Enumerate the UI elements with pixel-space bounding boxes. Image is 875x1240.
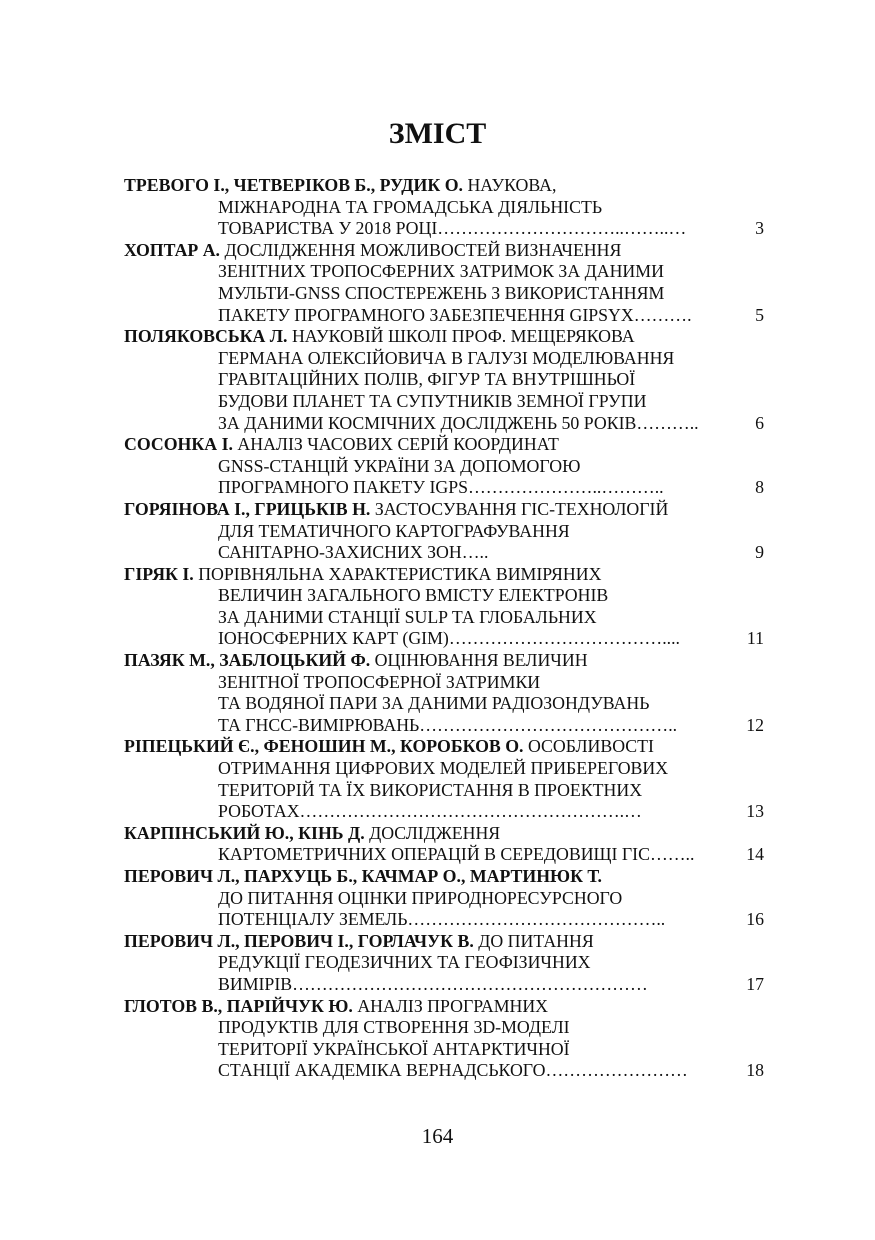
toc-entry-title-line: ДЛЯ ТЕМАТИЧНОГО КАРТОГРАФУВАННЯ bbox=[218, 520, 570, 541]
toc-entry-title-end: ТА ГНСС-ВИМІРЮВАНЬ bbox=[218, 714, 420, 735]
table-of-contents bbox=[124, 175, 764, 1082]
toc-entry-authors: ПЕРОВИЧ Л., ПЕРОВИЧ І., ГОРЛАЧУК В. bbox=[124, 930, 474, 951]
toc-entry-page-number: 6 bbox=[755, 412, 764, 433]
toc-entry bbox=[124, 240, 764, 326]
toc-entry-title-line: GNSS-СТАНЦІЙ УКРАЇНИ ЗА ДОПОМОГОЮ bbox=[218, 455, 581, 476]
toc-entry-title-line: ЗЕНІТНОЇ ТРОПОСФЕРНОЇ ЗАТРИМКИ bbox=[218, 671, 541, 692]
dot-leader: ……………………………….... bbox=[448, 628, 680, 649]
toc-entry-first-line bbox=[124, 650, 764, 672]
toc-entry bbox=[124, 866, 764, 931]
toc-entry-last-line bbox=[124, 909, 764, 931]
toc-entry-page-number: 17 bbox=[746, 973, 764, 994]
toc-entry-authors: СОСОНКА І. bbox=[124, 434, 233, 455]
toc-entry bbox=[124, 499, 764, 564]
toc-entry-title-line: ПРОДУКТІВ ДЛЯ СТВОРЕННЯ 3D-МОДЕЛІ bbox=[218, 1017, 570, 1038]
toc-entry bbox=[124, 823, 764, 866]
toc-entry-last-line bbox=[124, 305, 764, 327]
toc-entry-page-number: 18 bbox=[746, 1060, 764, 1081]
toc-entry-title: АНАЛІЗ ЧАСОВИХ СЕРІЙ КООРДИНАТ bbox=[237, 434, 559, 455]
toc-entry-last-line bbox=[124, 844, 764, 866]
toc-entry-title: ДО ПИТАННЯ bbox=[478, 930, 594, 951]
toc-entry-title-line: ЗА ДАНИМИ СТАНЦІЇ SULP ТА ГЛОБАЛЬНИХ bbox=[218, 606, 597, 627]
toc-entry-first-line bbox=[124, 434, 764, 456]
toc-entry-title-end: САНІТАРНО-ЗАХИСНИХ ЗОН bbox=[218, 542, 462, 563]
dot-leader: …………………..……….. bbox=[467, 477, 664, 498]
toc-entry bbox=[124, 996, 764, 1082]
toc-entry-title: НАУКОВІЙ ШКОЛІ ПРОФ. МЕЩЕРЯКОВА bbox=[291, 326, 635, 347]
toc-entry-authors: ХОПТАР А. bbox=[124, 239, 221, 260]
toc-entry-first-line bbox=[124, 326, 764, 348]
dot-leader: ……….. bbox=[636, 412, 699, 433]
toc-entry-title: ОСОБЛИВОСТІ bbox=[527, 736, 654, 757]
toc-entry-authors: ПАЗЯК М., ЗАБЛОЦЬКИЙ Ф. bbox=[124, 650, 371, 671]
toc-entry-page-number: 3 bbox=[755, 218, 764, 239]
toc-entry-page-number: 9 bbox=[755, 542, 764, 563]
dot-leader: …………………… bbox=[545, 1060, 688, 1081]
toc-entry-first-line bbox=[124, 564, 764, 586]
toc-entry-title: ДОСЛІДЖЕННЯ МОЖЛИВОСТЕЙ ВИЗНАЧЕННЯ bbox=[224, 239, 622, 260]
toc-entry-title-end: ПРОГРАМНОГО ПАКЕТУ IGPS bbox=[218, 477, 468, 498]
toc-entry-page-number: 12 bbox=[746, 714, 764, 735]
toc-entry-title-line: ТЕРИТОРІЙ ТА ЇХ ВИКОРИСТАННЯ В ПРОЕКТНИХ bbox=[218, 779, 643, 800]
toc-entry bbox=[124, 434, 764, 499]
toc-entry-last-line bbox=[124, 628, 764, 650]
dot-leader: ………. bbox=[633, 304, 692, 325]
dot-leader: …….. bbox=[649, 844, 695, 865]
toc-entry-last-line bbox=[124, 218, 764, 240]
toc-entry-title-end: ВИМІРІВ bbox=[218, 973, 293, 994]
toc-entry-title: ОЦІНЮВАННЯ ВЕЛИЧИН bbox=[374, 650, 588, 671]
toc-entry bbox=[124, 650, 764, 736]
toc-entry-title: ПОРІВНЯЛЬНА ХАРАКТЕРИСТИКА ВИМІРЯНИХ bbox=[198, 563, 602, 584]
toc-entry-authors: РІПЕЦЬКИЙ Є., ФЕНОШИН М., КОРОБКОВ О. bbox=[124, 736, 524, 757]
toc-entry-title: ДОСЛІДЖЕННЯ bbox=[369, 822, 501, 843]
toc-entry-title-end: ІОНОСФЕРНИХ КАРТ (GIM) bbox=[218, 628, 449, 649]
toc-entry-last-line bbox=[124, 477, 764, 499]
toc-entry bbox=[124, 931, 764, 996]
toc-entry-first-line bbox=[124, 736, 764, 758]
toc-entry-page-number: 13 bbox=[746, 801, 764, 822]
toc-entry-title-line: МІЖНАРОДНА ТА ГРОМАДСЬКА ДІЯЛЬНІСТЬ bbox=[218, 196, 603, 217]
toc-entry bbox=[124, 175, 764, 240]
toc-entry-authors: ТРЕВОГО І., ЧЕТВЕРІКОВ Б., РУДИК О. bbox=[124, 175, 463, 195]
toc-entry-title-line: ТЕРИТОРІЇ УКРАЇНСЬКОЇ АНТАРКТИЧНОЇ bbox=[218, 1038, 570, 1059]
dot-leader: …………………………………….. bbox=[419, 714, 678, 735]
toc-entry-first-line bbox=[124, 175, 764, 197]
toc-entry-title: НАУКОВА, bbox=[467, 175, 557, 195]
toc-entry-title: ЗАСТОСУВАННЯ ГІС-ТЕХНОЛОГІЙ bbox=[374, 498, 669, 519]
toc-entry-title-line: ДО ПИТАННЯ ОЦІНКИ ПРИРОДНОРЕСУРСНОГО bbox=[218, 887, 623, 908]
page-number: 164 bbox=[421, 1124, 454, 1148]
toc-entry-page-number: 16 bbox=[746, 909, 764, 930]
toc-entry-title-line: ГЕРМАНА ОЛЕКСІЙОВИЧА В ГАЛУЗІ МОДЕЛЮВАННЯ bbox=[218, 347, 675, 368]
toc-entry-authors: КАРПІНСЬКИЙ Ю., КІНЬ Д. bbox=[124, 822, 365, 843]
toc-entry-title-line: ТА ВОДЯНОЇ ПАРИ ЗА ДАНИМИ РАДІОЗОНДУВАНЬ bbox=[218, 693, 650, 714]
toc-entry-title-end: ПАКЕТУ ПРОГРАМНОГО ЗАБЕЗПЕЧЕННЯ GIPSYX bbox=[218, 304, 634, 325]
toc-entry-last-line bbox=[124, 413, 764, 435]
dot-leader: ….. bbox=[461, 542, 489, 563]
toc-entry-last-line bbox=[124, 1060, 764, 1082]
dot-leader: …………………………………….. bbox=[407, 909, 666, 930]
toc-entry-title-end: СТАНЦІЇ АКАДЕМІКА ВЕРНАДСЬКОГО bbox=[218, 1060, 546, 1081]
toc-entry-last-line bbox=[124, 542, 764, 564]
toc-entry-first-line bbox=[124, 499, 764, 521]
toc-entry-last-line bbox=[124, 715, 764, 737]
toc-entry-title-line: ГРАВІТАЦІЙНИХ ПОЛІВ, ФІГУР ТА ВНУТРІШНЬОЇ bbox=[218, 369, 636, 390]
toc-entry-last-line bbox=[124, 974, 764, 996]
toc-entry bbox=[124, 736, 764, 822]
toc-entry-page-number: 11 bbox=[746, 628, 764, 649]
toc-entry-first-line bbox=[124, 866, 764, 888]
toc-entry-title-line: ОТРИМАННЯ ЦИФРОВИХ МОДЕЛЕЙ ПРИБЕРЕГОВИХ bbox=[218, 758, 669, 779]
toc-entry-page-number: 5 bbox=[755, 304, 764, 325]
toc-entry-authors: ПЕРОВИЧ Л., ПАРХУЦЬ Б., КАЧМАР О., МАРТИНЮК Т. bbox=[124, 866, 602, 886]
dot-leader: …………………………..……..… bbox=[437, 218, 687, 239]
toc-entry-first-line bbox=[124, 996, 764, 1018]
toc-entry-authors: ГОРЯІНОВА І., ГРИЦЬКІВ Н. bbox=[124, 498, 371, 519]
toc-entry-last-line bbox=[124, 801, 764, 823]
toc-entry-title-end: ПОТЕНЦІАЛУ ЗЕМЕЛЬ bbox=[218, 909, 408, 930]
dot-leader: …………………………………………………… bbox=[292, 973, 648, 994]
toc-entry-title-line: ЗЕНІТНИХ ТРОПОСФЕРНИХ ЗАТРИМОК ЗА ДАНИМИ bbox=[218, 261, 664, 282]
toc-entry-first-line bbox=[124, 931, 764, 953]
toc-entry-page-number: 14 bbox=[746, 844, 764, 865]
toc-entry bbox=[124, 564, 764, 650]
page-title: ЗМІСТ bbox=[388, 117, 487, 150]
toc-entry-first-line bbox=[124, 823, 764, 845]
toc-entry-title-end: ТОВАРИСТВА У 2018 РОЦІ bbox=[218, 218, 438, 239]
toc-entry-authors: ГІРЯК І. bbox=[124, 563, 194, 584]
toc-entry-first-line bbox=[124, 240, 764, 262]
toc-entry-authors: ПОЛЯКОВСЬКА Л. bbox=[124, 326, 288, 347]
toc-entry-authors: ГЛОТОВ В., ПАРІЙЧУК Ю. bbox=[124, 995, 353, 1016]
toc-entry-title-line: РЕДУКЦІЇ ГЕОДЕЗИЧНИХ ТА ГЕОФІЗИЧНИХ bbox=[218, 952, 591, 973]
dot-leader: ……………………………………………….… bbox=[299, 801, 642, 822]
toc-entry-title-end: КАРТОМЕТРИЧНИХ ОПЕРАЦІЙ В СЕРЕДОВИЩІ ГІС bbox=[218, 844, 650, 865]
toc-entry-title: АНАЛІЗ ПРОГРАМНИХ bbox=[357, 995, 549, 1016]
toc-entry-title-end: РОБОТАХ bbox=[218, 801, 300, 822]
toc-entry-title-line: ВЕЛИЧИН ЗАГАЛЬНОГО ВМІСТУ ЕЛЕКТРОНІВ bbox=[218, 585, 609, 606]
toc-entry bbox=[124, 326, 764, 434]
toc-entry-title-line: МУЛЬТИ-GNSS СПОСТЕРЕЖЕНЬ З ВИКОРИСТАННЯМ bbox=[218, 282, 665, 303]
toc-entry-page-number: 8 bbox=[755, 477, 764, 498]
toc-entry-title-end: ЗА ДАНИМИ КОСМІЧНИХ ДОСЛІДЖЕНЬ 50 РОКІВ bbox=[218, 412, 637, 433]
toc-entry-title-line: БУДОВИ ПЛАНЕТ ТА СУПУТНИКІВ ЗЕМНОЇ ГРУПИ bbox=[218, 390, 647, 411]
